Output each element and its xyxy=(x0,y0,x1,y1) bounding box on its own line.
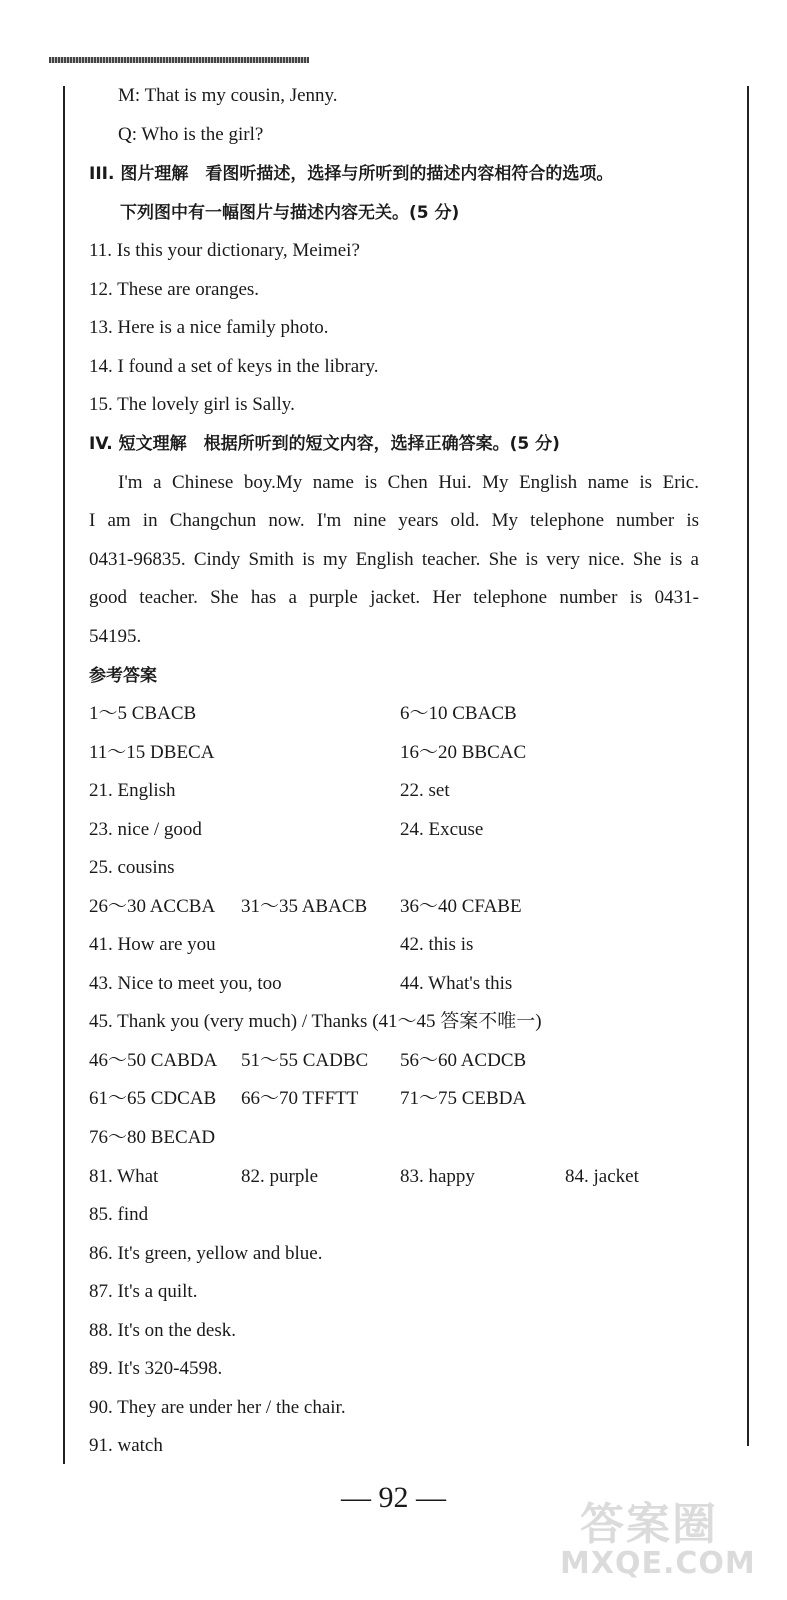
passage-line: 54195. xyxy=(89,626,142,647)
passage-line: I'm a Chinese boy.My name is Chen Hui. My English name is Eric. xyxy=(118,472,699,493)
answer-item: 90. They are under her / the chair. xyxy=(89,1397,346,1418)
answer-item: 21. English xyxy=(89,780,176,801)
left-margin-line xyxy=(63,86,65,1464)
passage-line: good teacher. She has a purple jacket. Her telephone number is 0431- xyxy=(89,587,699,608)
answer-item: 22. set xyxy=(400,780,450,801)
answer-item: 51～55 CADBC xyxy=(241,1050,369,1071)
answer-item: 41. How are you xyxy=(89,934,216,955)
answer-item: 61～65 CDCAB xyxy=(89,1088,217,1109)
dialogue-line: Q: Who is the girl? xyxy=(118,124,264,145)
answer-item: 46～50 CABDA xyxy=(89,1050,218,1071)
answer-item: 43. Nice to meet you, too xyxy=(89,973,282,994)
answer-item: 88. It's on the desk. xyxy=(89,1320,236,1341)
watermark-domain: MXQE.COM xyxy=(560,1546,756,1581)
watermark-logo-text: 答案圈 xyxy=(580,1499,718,1550)
answer-item: 71～75 CEBDA xyxy=(400,1088,527,1109)
list-item: 13. Here is a nice family photo. xyxy=(89,317,329,338)
list-item: 15. The lovely girl is Sally. xyxy=(89,394,295,415)
answer-item: 76～80 BECAD xyxy=(89,1127,216,1148)
answer-item: 36～40 CFABE xyxy=(400,896,522,917)
top-decorative-rule xyxy=(49,57,309,63)
page-number: — 92 — xyxy=(341,1481,446,1514)
answer-item: 91. watch xyxy=(89,1435,163,1456)
answer-item: 6～10 CBACB xyxy=(400,703,517,724)
watermark-logo xyxy=(560,1488,770,1588)
section-4-heading: IV. 短文理解 根据所听到的短文内容，选择正确答案。(5 分) xyxy=(89,434,560,454)
passage-line: 0431-96835. Cindy Smith is my English teacher. She is very nice. She is a xyxy=(89,549,699,570)
answer-item: 25. cousins xyxy=(89,857,175,878)
answer-item: 31～35 ABACB xyxy=(241,896,368,917)
section-3-heading: III. 图片理解 看图听描述，选择与所听到的描述内容相符合的选项。 xyxy=(89,164,614,184)
section-3-heading-cont: 下列图中有一幅图片与描述内容无关。(5 分) xyxy=(120,203,460,223)
answer-item: 24. Excuse xyxy=(400,819,484,840)
answer-item: 26～30 ACCBA xyxy=(89,896,216,917)
answer-item: 86. It's green, yellow and blue. xyxy=(89,1243,323,1264)
answers-heading: 参考答案 xyxy=(89,666,157,686)
list-item: 12. These are oranges. xyxy=(89,279,260,300)
answer-item: 81. What xyxy=(89,1166,159,1187)
answer-item: 56～60 ACDCB xyxy=(400,1050,527,1071)
dialogue-line: M: That is my cousin, Jenny. xyxy=(118,85,338,106)
answer-item: 16～20 BBCAC xyxy=(400,742,527,763)
answer-item: 42. this is xyxy=(400,934,474,955)
answer-item: 66～70 TFFTT xyxy=(241,1088,359,1109)
answer-item: 85. find xyxy=(89,1204,149,1225)
passage-line: I am in Changchun now. I'm nine years old. My telephone number is xyxy=(89,510,699,531)
answer-item: 44. What's this xyxy=(400,973,513,994)
answer-item: 11～15 DBECA xyxy=(89,742,215,763)
answer-item: 82. purple xyxy=(241,1166,319,1187)
right-margin-line xyxy=(747,86,749,1446)
list-item: 14. I found a set of keys in the library. xyxy=(89,356,379,377)
list-item: 11. Is this your dictionary, Meimei? xyxy=(89,240,360,261)
answer-item: 83. happy xyxy=(400,1166,475,1187)
answer-item: 87. It's a quilt. xyxy=(89,1281,198,1302)
answer-item: 45. Thank you (very much) / Thanks (41～45 答案不唯一) xyxy=(89,1011,542,1032)
answer-item: 89. It's 320-4598. xyxy=(89,1358,223,1379)
answer-item: 1～5 CBACB xyxy=(89,703,197,724)
answer-item: 84. jacket xyxy=(565,1166,639,1187)
answer-item: 23. nice / good xyxy=(89,819,202,840)
